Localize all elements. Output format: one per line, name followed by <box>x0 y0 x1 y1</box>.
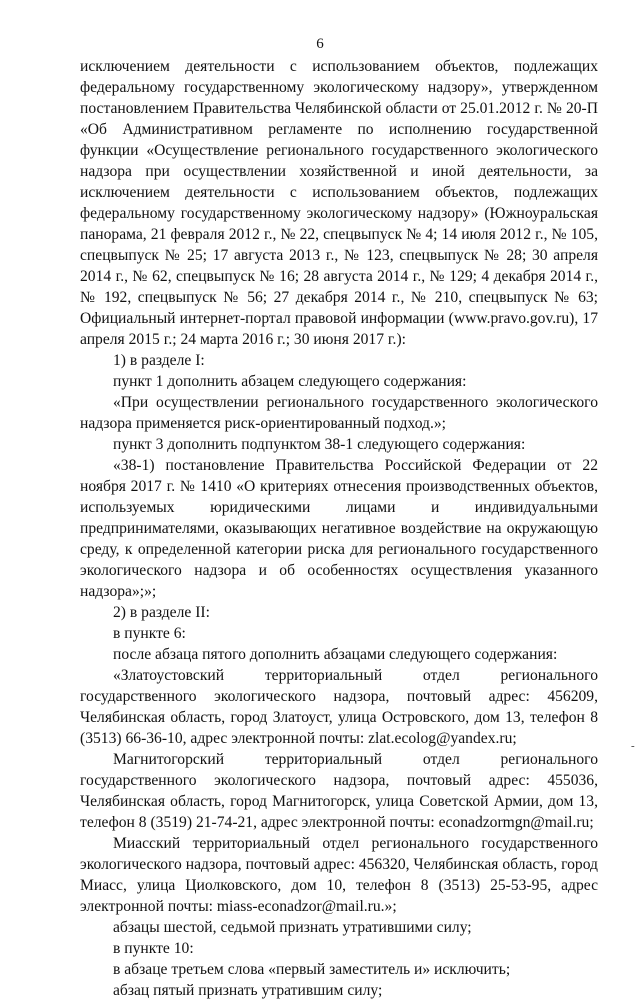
paragraph-zlatoust-office: «Златоустовский территориальный отдел регионального государственного экологического надзора, почтовый адрес: 456209, Челябинская область, город Златоуст, улица Островского, дом 13, телефон 8 (3513) 66-36-10, адрес электронной почты: zlat.ecolog@yandex.ru; <box>80 667 598 747</box>
paragraph-intro: исключением деятельности с использованием объектов, подлежащих федеральному государственному экологическому надзору», утвержденном постановлением Правительства Челябинской области от 25.01.2012 г. № 20-П «Об Административном регламенте по исполнению государственной функции «Осуществление регионального государственного экологического надзора при осуществлении хозяйственной и иной деятельности, за исключением деятельности с использованием объектов, подлежащих федеральному государственному экологическому надзору» (Южноуральская панорама, 21 февраля 2012 г., № 22, спецвыпуск № 4; 14 июля 2012 г., № 105, спецвыпуск № 25; 17 августа 2013 г., № 123, спецвыпуск № 28; 30 апреля 2014 г., № 62, спецвыпуск № 16; 28 августа 2014 г., № 129; 4 декабря 2014 г., № 192, спецвыпуск № 56; 27 декабря 2014 г., № 210, спецвыпуск № 63; Официальный интернет-портал правовой информации (www.pravo.gov.ru), 17 апреля 2015 г.; 24 марта 2016 г.; 30 июня 2017 г.): <box>80 58 598 348</box>
paragraph-point-1: пункт 1 дополнить абзацем следующего содержания: <box>113 373 467 390</box>
paragraph-point-10: в пункте 10: <box>113 940 194 957</box>
paragraph-subpoint-38-1: «38-1) постановление Правительства Российской Федерации от 22 ноября 2017 г. № 1410 «О критериях отнесения производственных объектов, используемых юридическими лицами и индивидуальными предпринимателями, оказывающих негативное воздействие на окружающую среду, к определенной категории риска для регионального государственного экологического надзора и об особенностях осуществления указанного надзора»;»; <box>80 457 598 600</box>
margin-mark: - <box>631 740 635 752</box>
paragraph-third-abzac: в абзаце третьем слова «первый заместитель и» исключить; <box>113 961 511 978</box>
paragraph-section-1: 1) в разделе I: <box>113 352 205 369</box>
paragraph-after-fifth: после абзаца пятого дополнить абзацами следующего содержания: <box>113 646 558 663</box>
paragraph-sixth-seventh-void: абзацы шестой, седьмой признать утратившими силу; <box>113 919 472 936</box>
paragraph-risk-approach: «При осуществлении регионального государственного экологического надзора применяется риск-ориентированный подход.»; <box>80 394 598 432</box>
paragraph-magnitogorsk-office: Магнитогорский территориальный отдел регионального государственного экологического надзора, почтовый адрес: 455036, Челябинская область, город Магнитогорск, улица Советской Армии, дом 13, телефон 8 (3519) 21-74-21, адрес электронной почты: econadzormgn@mail.ru; <box>80 751 598 831</box>
paragraph-miass-office: Миасский территориальный отдел регионального государственного экологического надзора, почтовый адрес: 456320, Челябинская область, город Миасс, улица Циолковского, дом 10, телефон 8 (3513) 25-53-95, адрес электронной почты: miass-econadzor@mail.ru.»; <box>80 835 598 915</box>
document-body <box>80 56 598 1001</box>
paragraph-fifth-void: абзац пятый признать утратившим силу; <box>113 982 383 999</box>
paragraph-point-3: пункт 3 дополнить подпунктом 38-1 следующего содержания: <box>113 436 526 453</box>
paragraph-point-6: в пункте 6: <box>113 625 186 642</box>
paragraph-section-2: 2) в разделе II: <box>113 604 210 621</box>
page-number: 6 <box>316 36 324 52</box>
